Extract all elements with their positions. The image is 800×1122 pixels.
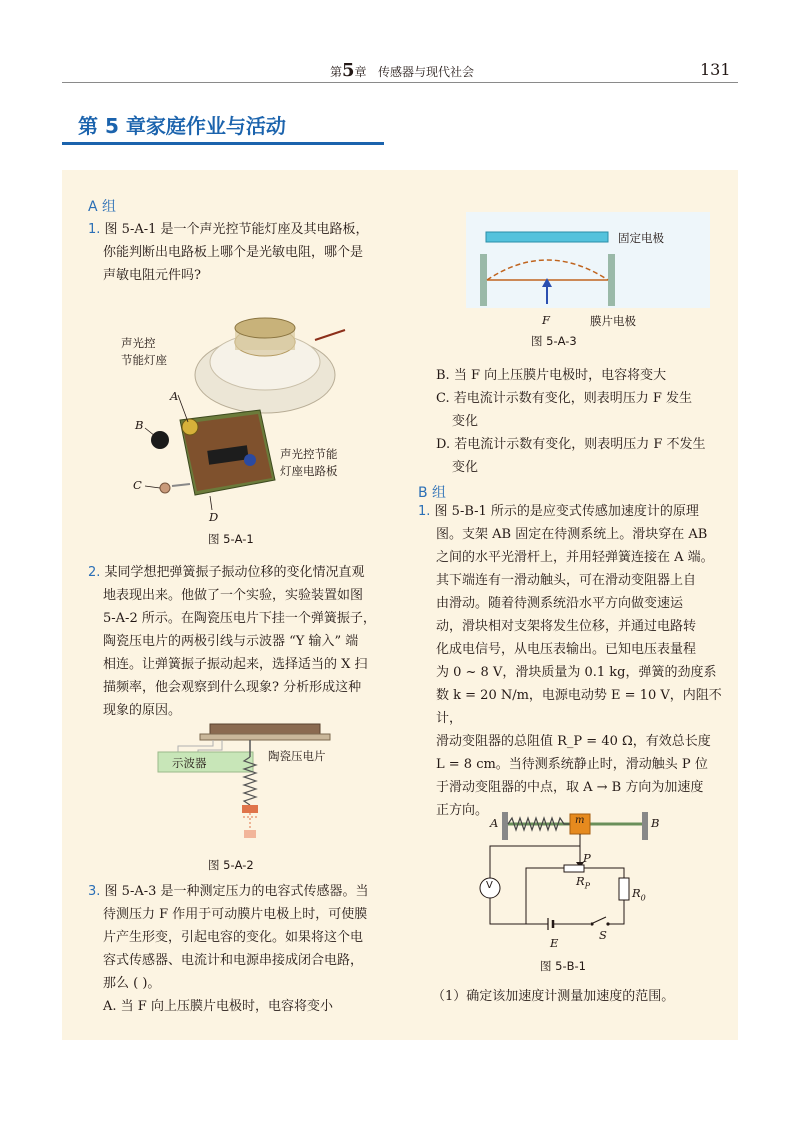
group-b-label: B 组 <box>418 485 447 501</box>
option-c: C. 若电流计示数有变化，则表明压力 F 发生 <box>436 391 693 406</box>
options-b-d: B. 当 F 向上压膜片电极时，电容将变大 C. 若电流计示数有变化，则表明压力 F 发生 变化 D. 若电流计示数有变化，则表明压力 F 不发生 变化 <box>436 364 726 479</box>
point-label-a: A <box>170 389 179 403</box>
figure-5-a-2 <box>150 722 350 852</box>
label-fixed-plate: 固定电极 <box>618 231 664 245</box>
section-title: 第 5 章家庭作业与活动 <box>78 114 286 138</box>
option-d: D. 若电流计示数有变化，则表明压力 F 不发生 <box>436 437 706 452</box>
figure-5-a-3 <box>466 212 710 308</box>
question-number: 1. <box>88 222 101 237</box>
label-membrane: 膜片电极 <box>590 314 636 328</box>
question-number: 2. <box>88 565 101 580</box>
question-number: 3. <box>88 884 101 899</box>
circuit-label-r0: $R_0$ <box>632 886 646 903</box>
title-underline <box>62 142 384 145</box>
label-oscilloscope: 示波器 <box>172 756 207 770</box>
question-b1: 1. 图 5-B-1 所示的是应变式传感加速度计的原理 图。支架 AB 固定在待测系统上。滑块穿在 AB 之间的水平光滑杆上，并用轻弹簧连接在 A 端。 其下端连有一滑动触头，可在滑动变阻器上自 由滑动。随着待测系统沿水平方向做变速运 动，滑块相对支架将发生位移，并通过电路转 化成电信号，从电压表输出。已知电压表量程 为 0 ~ 8 V，滑块质量为 0.1 kg，弹簧的劲度系 数 k = 20 N/m，电源电动势 E = 10 V，内阻不计， 滑动变阻器的总阻值 R_P = 40 Ω，有效总长度 L = 8 cm。当待测系统静止时，滑动触头 P 位 于滑动变阻器的中点，取 A → B 方向为加速度 正方向。 <box>418 504 722 818</box>
question-number: 1. <box>418 504 431 519</box>
option-a: A. 当 F 向上压膜片电极时，电容将变小 <box>103 999 333 1014</box>
circuit-label-mass: m <box>575 815 585 826</box>
figure-caption: 图 5-A-2 <box>208 858 254 872</box>
point-label-c: C <box>133 478 142 492</box>
circuit-label-a: A <box>490 816 499 830</box>
voltmeter-label: V <box>486 880 493 891</box>
label-circuit-board: 声光控节能 灯座电路板 <box>280 447 338 478</box>
figure-caption: 图 5-A-3 <box>531 334 577 348</box>
label-lamp-socket: 声光控 节能灯座 <box>121 336 167 367</box>
page-number: 131 <box>700 60 731 79</box>
option-b: B. 当 F 向上压膜片电极时，电容将变大 <box>436 368 667 383</box>
point-label-d: D <box>209 510 219 524</box>
label-force-f: F <box>542 313 550 327</box>
question-a3: 3. 图 5-A-3 是一种测定压力的电容式传感器。当 待测压力 F 作用于可动膜片电极上时，可使膜 片产生形变，引起电容的变化。如果将这个电 容式传感器、电流计和电源串接成闭合电路， 那么 ( )。 A. 当 F 向上压膜片电极时，电容将变小 <box>88 880 398 1018</box>
running-header-chapter: 第5章 传感器与现代社会 <box>330 60 475 81</box>
point-label-b: B <box>135 418 144 432</box>
sub-question-1: （1）确定该加速度计测量加速度的范围。 <box>432 989 675 1004</box>
question-a2: 2. 某同学想把弹簧振子振动位移的变化情况直观 地表现出来。他做了一个实验，实验装置如图 5-A-2 所示。在陶瓷压电片下挂一个弹簧振子， 陶瓷压电片的两极引线与示波器 “Y 输入” 端 相连。让弹簧振子振动起来，选择适当的 X 扫 描频率，他会观察到什么现象? 分析形成这种 现象的原因。 <box>88 565 376 718</box>
circuit-label-p: P <box>583 851 591 865</box>
circuit-label-rp: $R_P$ <box>576 874 591 891</box>
figure-caption: 图 5-B-1 <box>540 959 586 973</box>
circuit-label-s: S <box>599 928 607 942</box>
circuit-label-e: E <box>550 936 559 950</box>
label-piezo: 陶瓷压电片 <box>268 749 326 763</box>
group-a-label: A 组 <box>88 199 117 215</box>
header-divider <box>62 82 738 83</box>
question-a1: 1. 图 5-A-1 是一个声光控节能灯座及其电路板， 你能判断出电路板上哪个是光敏电阻，哪个是 声敏电阻元件吗? <box>88 222 369 283</box>
circuit-label-b: B <box>651 816 660 830</box>
figure-caption: 图 5-A-1 <box>208 532 254 546</box>
